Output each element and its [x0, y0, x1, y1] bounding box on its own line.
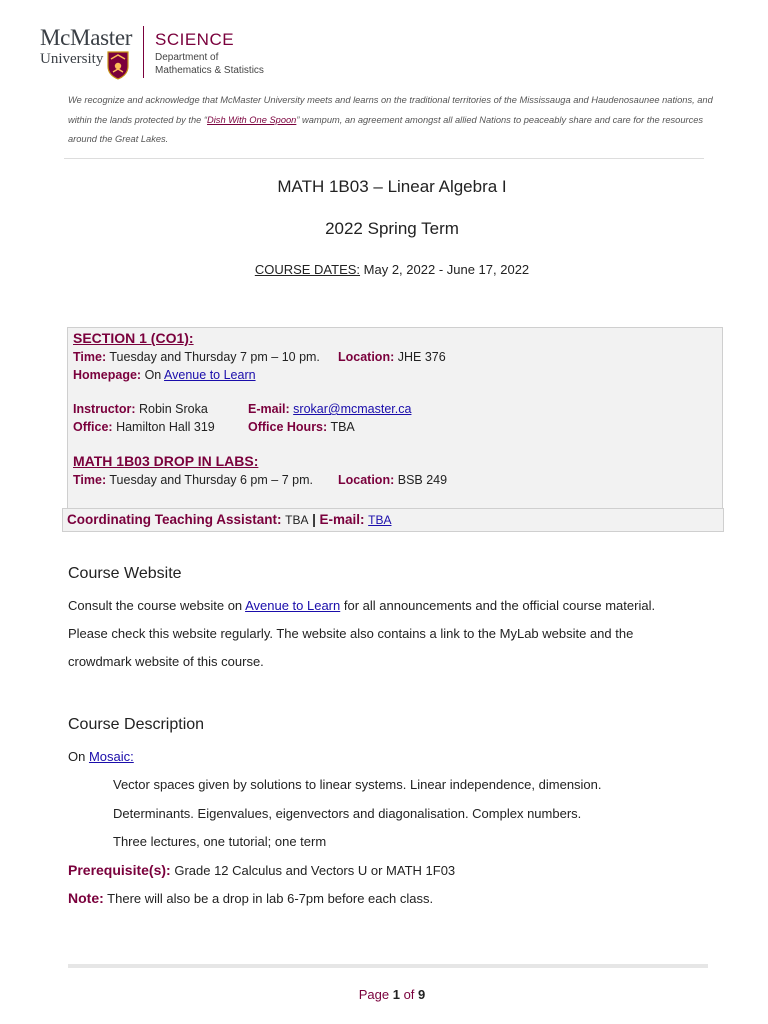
- note: [68, 890, 433, 906]
- section-location: [338, 348, 446, 366]
- course-dates: [0, 262, 768, 277]
- section-heading: SECTION 1 (CO1):: [73, 330, 194, 346]
- office: [73, 418, 215, 436]
- coordinator-email-link[interactable]: TBA: [368, 513, 392, 527]
- coordinator-label: Coordinating Teaching Assistant:: [67, 512, 282, 527]
- website-avenue-link[interactable]: Avenue to Learn: [245, 598, 341, 613]
- instructor: [73, 400, 208, 418]
- office-hours: [248, 418, 355, 436]
- prereq-label: Prerequisite(s):: [68, 862, 171, 878]
- office-label: Office:: [73, 420, 113, 434]
- description-item: Vector spaces given by solutions to linear systems. Linear independence, dimension.: [113, 777, 602, 792]
- course-title: MATH 1B03 – Linear Algebra I: [277, 177, 507, 196]
- labs-location-value: BSB 249: [397, 473, 448, 487]
- note-label: Note:: [68, 890, 104, 906]
- prerequisites: [68, 862, 455, 878]
- wordmark-line1: McMaster: [40, 25, 133, 50]
- section-time: [73, 348, 320, 366]
- page-current: 1: [392, 987, 400, 1002]
- office-hours-label: Office Hours:: [248, 420, 328, 434]
- instructor-email-link[interactable]: srokar@mcmaster.ca: [293, 402, 412, 416]
- avenue-to-learn-link[interactable]: Avenue to Learn: [164, 368, 256, 382]
- website-line3: crowdmark website of this course.: [68, 654, 264, 669]
- coordinator-row: [67, 512, 392, 527]
- instructor-value: Robin Sroka: [138, 402, 208, 416]
- homepage-prefix: On: [144, 368, 162, 382]
- page-number: [0, 987, 768, 1002]
- ack-text-before: We recognize and acknowledge that McMaster University meets and learns on the traditional territories of the Mississauga and Haudenosaunee nations, and within the lands protected by the “: [68, 95, 713, 125]
- coordinator-separator: |: [312, 512, 316, 527]
- mosaic-prefix: On: [68, 749, 86, 764]
- mosaic-line: [68, 749, 134, 764]
- prereq-value: Grade 12 Calculus and Vectors U or MATH 1F03: [174, 863, 456, 878]
- office-hours-value: TBA: [330, 420, 355, 434]
- section-homepage: [73, 366, 256, 384]
- course-website-heading: Course Website: [68, 565, 182, 582]
- description-item: Determinants. Eigenvalues, eigenvectors and diagonalisation. Complex numbers.: [113, 806, 582, 821]
- email-label: E-mail:: [248, 402, 290, 416]
- labs-time: [73, 471, 313, 489]
- labs-heading: MATH 1B03 DROP IN LABS:: [73, 453, 259, 469]
- website-line1: [68, 592, 708, 620]
- homepage-label: Homepage:: [73, 368, 142, 382]
- page-total: 9: [418, 987, 426, 1002]
- ack-text-after: ” wampum, an agreement amongst all allied Nations to peaceably share and care for the resources around the Great Lakes.: [68, 114, 704, 144]
- website-line2: Please check this website regularly. The website also contains a link to the MyLab website and the: [68, 626, 634, 641]
- instructor-email: [248, 400, 411, 418]
- dish-with-one-spoon-link[interactable]: Dish With One Spoon: [207, 114, 297, 125]
- logo-divider: [143, 26, 144, 78]
- department-name: [155, 51, 264, 77]
- wordmark-line2: University: [40, 51, 104, 67]
- website-line1-after: for all announcements and the official course material.: [343, 598, 656, 613]
- coordinator-email-label: E-mail:: [319, 512, 365, 527]
- course-dates-value: May 2, 2022 - June 17, 2022: [363, 262, 530, 277]
- footer-divider: [68, 964, 708, 968]
- labs-location: [338, 471, 447, 489]
- labs-time-value: Tuesday and Thursday 6 pm – 7 pm.: [109, 473, 313, 487]
- office-value: Hamilton Hall 319: [116, 420, 215, 434]
- department-line1: Department of: [155, 52, 219, 63]
- page-word: Page: [358, 987, 390, 1002]
- course-description-heading: Course Description: [68, 716, 205, 733]
- section-location-value: JHE 376: [397, 350, 446, 364]
- coordinator-value: TBA: [285, 513, 309, 527]
- instructor-label: Instructor:: [73, 402, 136, 416]
- course-term: 2022 Spring Term: [325, 219, 459, 238]
- section-location-label: Location:: [338, 350, 395, 364]
- labs-location-label: Location:: [338, 473, 395, 487]
- labs-time-label: Time:: [73, 473, 107, 487]
- description-item: Three lectures, one tutorial; one term: [113, 834, 327, 849]
- mosaic-link[interactable]: Mosaic:: [88, 749, 134, 764]
- section-time-value: Tuesday and Thursday 7 pm – 10 pm.: [109, 350, 320, 364]
- mcmaster-crest-icon: [106, 50, 130, 80]
- course-dates-label: COURSE DATES:: [254, 262, 361, 277]
- course-website-paragraph: [68, 592, 708, 676]
- website-line1-before: Consult the course website on: [68, 598, 243, 613]
- note-value: There will also be a drop in lab 6-7pm before each class.: [107, 891, 434, 906]
- department-line2: Mathematics & Statistics: [155, 65, 264, 76]
- of-word: of: [403, 987, 415, 1002]
- faculty-name: SCIENCE: [155, 30, 235, 49]
- section-time-label: Time:: [73, 350, 107, 364]
- header-divider: [64, 158, 704, 159]
- land-acknowledgement: [68, 91, 713, 150]
